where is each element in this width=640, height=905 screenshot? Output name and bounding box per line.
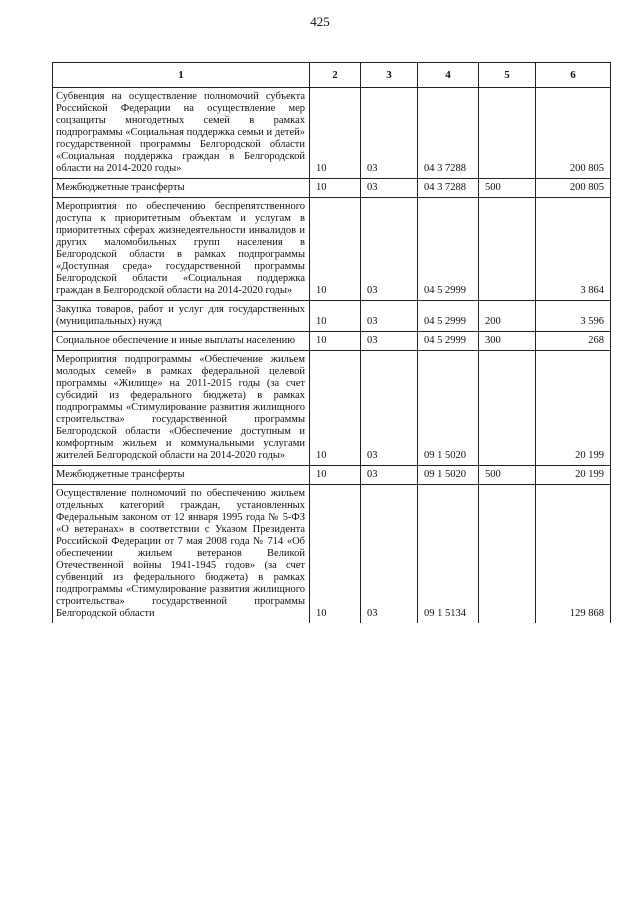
row-subsection: 03: [361, 485, 418, 624]
column-header-3: 3: [361, 63, 418, 88]
row-target: 04 5 2999: [418, 332, 479, 351]
page-number: 425: [310, 14, 330, 29]
table-row: [53, 332, 611, 351]
column-header-6: 6: [536, 63, 611, 88]
row-section: 10: [310, 301, 361, 332]
row-amount: 129 868: [536, 485, 611, 624]
row-name: Межбюджетные трансферты: [53, 179, 310, 198]
row-subsection: 03: [361, 301, 418, 332]
row-name: Мероприятия по обеспечению беспрепятственного доступа к приоритетным объектам и услугам в приоритетных сферах жизнедеятельности инвалидов и других маломобильных групп населения в Белгородской области в рамках подпрограммы «Доступная среда» государственной программы Белгородской области «Социальная поддержка граждан в Белгородской области на 2014-2020 годы»: [53, 198, 310, 301]
row-type: [479, 88, 536, 179]
row-name: Межбюджетные трансферты: [53, 466, 310, 485]
row-type: [479, 198, 536, 301]
row-subsection: 03: [361, 179, 418, 198]
row-section: 10: [310, 179, 361, 198]
row-type: [479, 351, 536, 466]
row-subsection: 03: [361, 88, 418, 179]
row-subsection: 03: [361, 466, 418, 485]
row-amount: 200 805: [536, 179, 611, 198]
column-header-5: 5: [479, 63, 536, 88]
table-row: [53, 485, 611, 624]
row-target: 09 1 5134: [418, 485, 479, 624]
row-target: 04 5 2999: [418, 301, 479, 332]
row-name: Осуществление полномочий по обеспечению жильем отдельных категорий граждан, установленных Федеральным законом от 12 января 1995 года № 5-ФЗ «О ветеранах» в соответствии с Указом Президента Российской Федерации от 7 мая 2008 года № 714 «Об обеспечении жильем ветеранов Великой Отечественной войны 1941-1945 годов» (за счет субвенций из федерального бюджета) в рамках подпрограммы «Стимулирование развития жилищного строительства» государственной программы Белгородской области: [53, 485, 310, 624]
row-subsection: 03: [361, 332, 418, 351]
table-row: [53, 198, 611, 301]
row-type: [479, 485, 536, 624]
row-name: Мероприятия подпрограммы «Обеспечение жильем молодых семей» в рамках федеральной целевой программы «Жилище» на 2011-2015 годы (за счет субсидий из федерального бюджета) в рамках подпрограммы «Стимулирование развития жилищного строительства» государственной программы Белгородской области «Обеспечение доступным и комфортным жильем и коммунальными услугами жителей Белгородской области на 2014-2020 годы»: [53, 351, 310, 466]
row-type: 500: [479, 179, 536, 198]
row-amount: 3 864: [536, 198, 611, 301]
row-section: 10: [310, 351, 361, 466]
row-target: 04 3 7288: [418, 88, 479, 179]
row-amount: 3 596: [536, 301, 611, 332]
row-section: 10: [310, 466, 361, 485]
row-amount: 20 199: [536, 466, 611, 485]
row-section: 10: [310, 88, 361, 179]
budget-table: [52, 62, 611, 623]
row-type: 500: [479, 466, 536, 485]
table-row: [53, 179, 611, 198]
row-type: 300: [479, 332, 536, 351]
column-header-1: 1: [53, 63, 310, 88]
row-name: Закупка товаров, работ и услуг для государственных (муниципальных) нужд: [53, 301, 310, 332]
row-name: Субвенция на осуществление полномочий субъекта Российской Федерации на осуществление мер соцзащиты многодетных семей в рамках подпрограммы «Социальная поддержка семьи и детей» государственной программы Белгородской области «Социальная поддержка граждан в Белгородской области на 2014-2020 годы»: [53, 88, 310, 179]
row-subsection: 03: [361, 351, 418, 466]
row-amount: 20 199: [536, 351, 611, 466]
row-target: 09 1 5020: [418, 351, 479, 466]
row-amount: 200 805: [536, 88, 611, 179]
row-name: Социальное обеспечение и иные выплаты населению: [53, 332, 310, 351]
column-header-2: 2: [310, 63, 361, 88]
table-header-row: [53, 63, 611, 88]
row-target: 09 1 5020: [418, 466, 479, 485]
table-row: [53, 466, 611, 485]
row-section: 10: [310, 198, 361, 301]
column-header-4: 4: [418, 63, 479, 88]
table-row: [53, 88, 611, 179]
table-row: [53, 301, 611, 332]
row-section: 10: [310, 485, 361, 624]
row-amount: 268: [536, 332, 611, 351]
row-subsection: 03: [361, 198, 418, 301]
row-target: 04 3 7288: [418, 179, 479, 198]
row-type: 200: [479, 301, 536, 332]
row-target: 04 5 2999: [418, 198, 479, 301]
table-row: [53, 351, 611, 466]
row-section: 10: [310, 332, 361, 351]
